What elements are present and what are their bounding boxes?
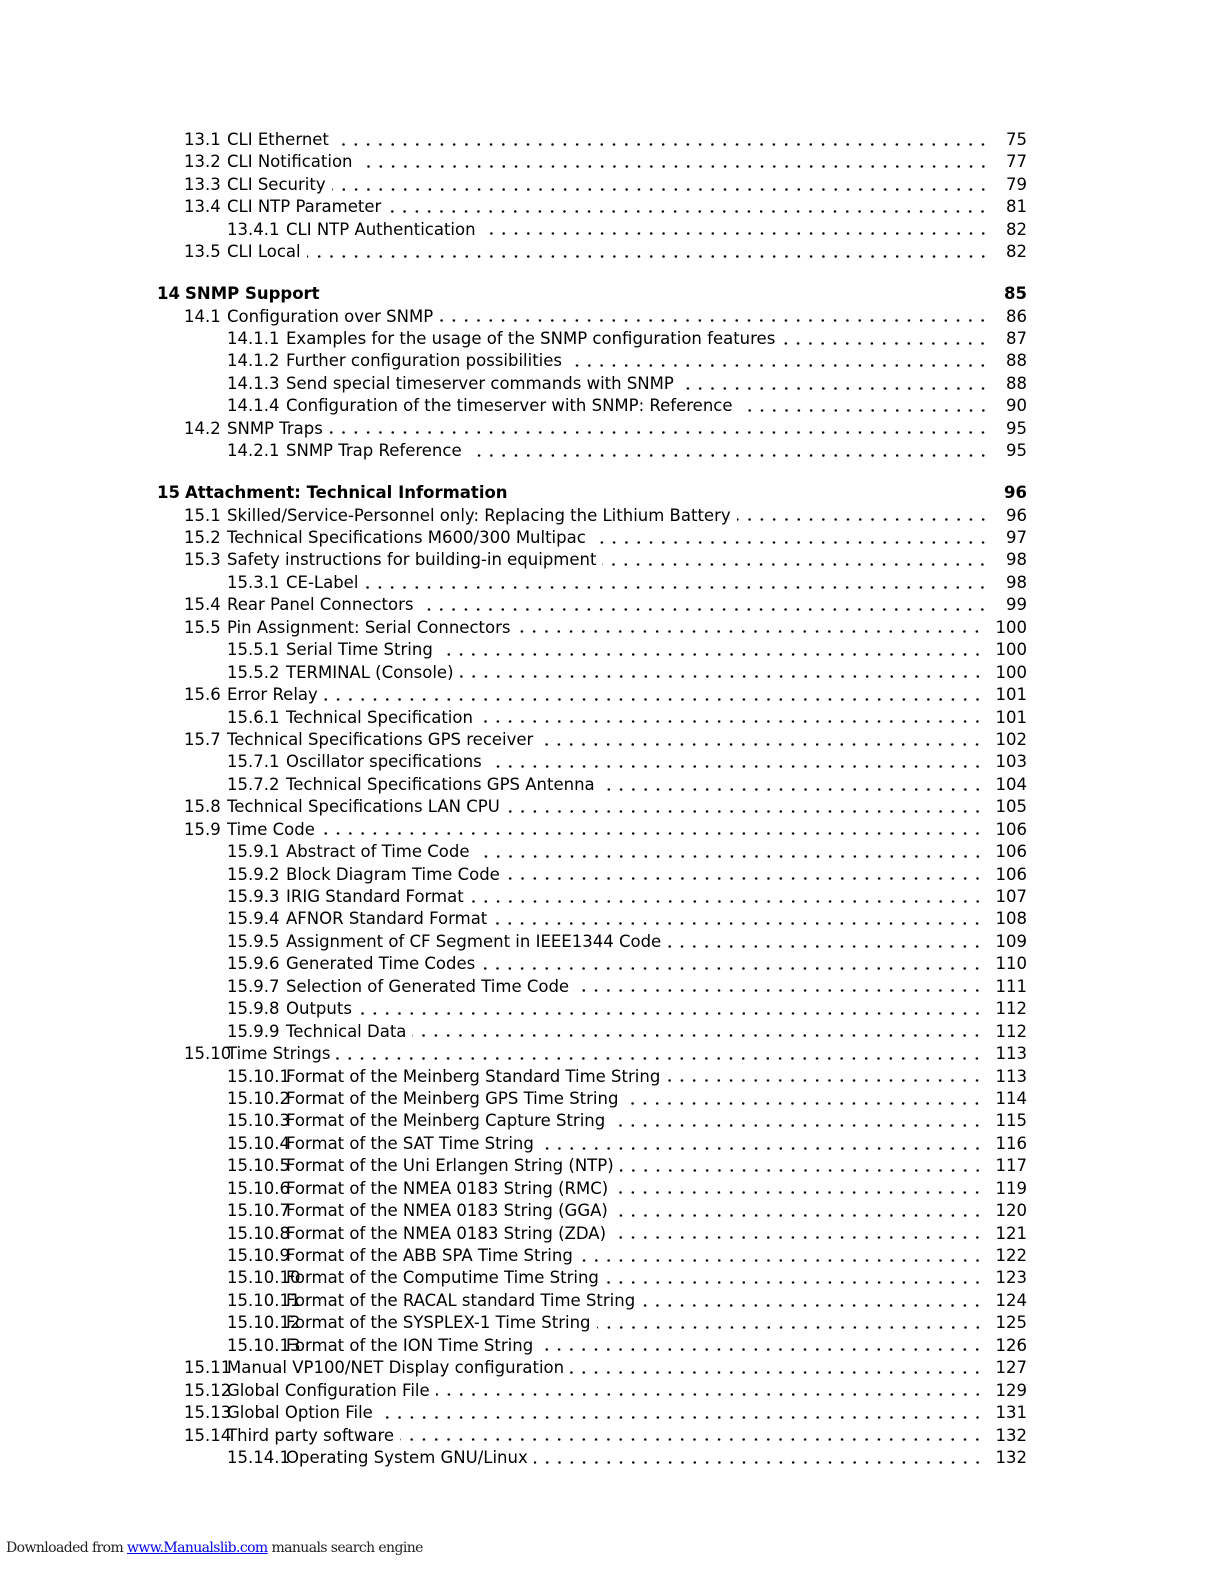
dot-leader bbox=[419, 608, 989, 611]
entry-page: 120 bbox=[995, 1201, 1027, 1221]
entry-page: 123 bbox=[995, 1268, 1027, 1288]
toc-entry-section[interactable] bbox=[157, 306, 1027, 328]
dot-leader bbox=[781, 342, 989, 345]
entry-title: Technical Specifications LAN CPU bbox=[227, 797, 500, 817]
dot-leader bbox=[439, 319, 989, 322]
dot-leader bbox=[506, 877, 984, 880]
entry-page: 99 bbox=[1006, 595, 1027, 615]
toc-entry-subsection[interactable] bbox=[157, 998, 1027, 1020]
entry-page: 75 bbox=[1006, 130, 1027, 149]
dot-leader bbox=[482, 232, 989, 235]
entry-number: 15.10.12 bbox=[227, 1313, 301, 1333]
entry-title: Attachment: Technical Information bbox=[185, 483, 508, 503]
entry-page: 103 bbox=[995, 752, 1027, 772]
toc-entry-section[interactable] bbox=[157, 1357, 1027, 1379]
entry-number: 14.1 bbox=[184, 306, 221, 326]
entry-title: Rear Panel Connectors bbox=[227, 595, 414, 615]
entry-number: 15.7.1 bbox=[227, 752, 280, 772]
entry-title: Third party software bbox=[227, 1425, 395, 1445]
entry-page: 126 bbox=[995, 1335, 1027, 1355]
entry-number: 15.10.8 bbox=[227, 1223, 290, 1243]
entry-title: Technical Specifications M600/300 Multipac bbox=[227, 528, 586, 547]
entry-page: 95 bbox=[1006, 418, 1027, 438]
entry-title: Generated Time Codes bbox=[286, 954, 476, 974]
dot-leader bbox=[488, 765, 984, 768]
toc-entry-subsection[interactable] bbox=[157, 886, 1027, 908]
dot-leader bbox=[493, 922, 983, 925]
toc-entry-subsection[interactable] bbox=[157, 1447, 1027, 1469]
toc-entry-subsection[interactable] bbox=[157, 1066, 1027, 1088]
entry-number: 13.4.1 bbox=[227, 219, 280, 239]
dot-leader bbox=[534, 1461, 984, 1464]
dot-leader bbox=[579, 1259, 984, 1262]
dot-leader bbox=[539, 743, 983, 746]
toc-entry-section[interactable] bbox=[157, 1380, 1027, 1402]
entry-title: Operating System GNU/Linux bbox=[286, 1447, 528, 1467]
entry-number: 13.3 bbox=[184, 174, 221, 194]
entry-number: 14 bbox=[157, 284, 180, 304]
dot-leader bbox=[307, 255, 989, 258]
manualslib-link[interactable]: www.Manualslib.com bbox=[127, 1540, 268, 1556]
entry-page: 117 bbox=[995, 1156, 1027, 1176]
toc-entry-section[interactable] bbox=[157, 594, 1027, 616]
entry-page: 102 bbox=[995, 729, 1027, 749]
toc-entry-subsection[interactable] bbox=[157, 639, 1027, 661]
dot-leader bbox=[592, 541, 989, 544]
toc-entry-subsection[interactable] bbox=[157, 395, 1027, 417]
entry-number: 15.14 bbox=[184, 1425, 232, 1445]
entry-title: Error Relay bbox=[227, 685, 318, 705]
entry-page: 101 bbox=[995, 685, 1027, 705]
entry-title: Format of the NMEA 0183 String (RMC) bbox=[286, 1178, 609, 1198]
toc-entry-subsection[interactable] bbox=[157, 219, 1027, 241]
entry-title: Serial Time String bbox=[286, 640, 433, 660]
dot-leader bbox=[364, 586, 989, 589]
entry-number: 15.9.9 bbox=[227, 1021, 280, 1041]
toc-entry-section[interactable] bbox=[157, 527, 1027, 549]
entry-number: 15.7 bbox=[184, 729, 221, 749]
dot-leader bbox=[680, 387, 989, 390]
toc-entry-section[interactable] bbox=[157, 684, 1027, 706]
dot-leader bbox=[575, 989, 983, 992]
toc-entry-subsection[interactable] bbox=[157, 1312, 1027, 1334]
entry-number: 13.4 bbox=[184, 197, 221, 217]
toc-entry-section[interactable] bbox=[157, 196, 1027, 218]
toc-entry-subsection[interactable] bbox=[157, 1110, 1027, 1132]
toc-entry-section[interactable] bbox=[157, 729, 1027, 751]
entry-page: 106 bbox=[995, 864, 1027, 884]
entry-title: Assignment of CF Segment in IEEE1344 Code bbox=[286, 931, 662, 951]
entry-page: 110 bbox=[995, 954, 1027, 974]
dot-leader bbox=[620, 1169, 984, 1172]
entry-number: 15.9.4 bbox=[227, 909, 280, 929]
entry-number: 15.7.2 bbox=[227, 774, 280, 794]
entry-title: IRIG Standard Format bbox=[286, 887, 464, 906]
entry-number: 13.1 bbox=[184, 130, 221, 149]
entry-page: 114 bbox=[995, 1088, 1027, 1108]
entry-number: 15.9.7 bbox=[227, 976, 280, 996]
entry-page: 100 bbox=[995, 617, 1027, 637]
entry-title: CLI NTP Parameter bbox=[227, 197, 382, 217]
toc-entry-section[interactable] bbox=[157, 549, 1027, 571]
entry-page: 116 bbox=[995, 1133, 1027, 1153]
dot-leader bbox=[667, 945, 983, 948]
entry-number: 15.2 bbox=[184, 528, 221, 547]
toc-entry-subsection[interactable] bbox=[157, 1155, 1027, 1177]
entry-title: SNMP Support bbox=[185, 284, 320, 304]
entry-title: Format of the SYSPLEX-1 Time String bbox=[286, 1313, 591, 1333]
toc-entry-section[interactable] bbox=[157, 174, 1027, 196]
entry-number: 15.10.1 bbox=[227, 1066, 290, 1086]
entry-number: 15.10.6 bbox=[227, 1178, 290, 1198]
entry-title: AFNOR Standard Format bbox=[286, 909, 488, 929]
entry-page: 96 bbox=[1006, 505, 1027, 525]
entry-page: 122 bbox=[995, 1246, 1027, 1265]
toc-entry-section[interactable] bbox=[157, 505, 1027, 527]
entry-page: 87 bbox=[1006, 329, 1027, 348]
entry-page: 106 bbox=[995, 819, 1027, 839]
toc-entry-subsection[interactable] bbox=[157, 1200, 1027, 1222]
dot-leader bbox=[470, 900, 984, 903]
entry-title: Skilled/Service-Personnel only: Replacing the Lithium Battery bbox=[227, 505, 731, 525]
dot-leader bbox=[479, 720, 984, 723]
entry-number: 15.1 bbox=[184, 505, 221, 525]
dot-leader bbox=[324, 698, 984, 701]
entry-title: TERMINAL (Console) bbox=[286, 662, 454, 682]
dot-leader bbox=[481, 967, 983, 970]
entry-page: 107 bbox=[995, 887, 1027, 906]
toc-entry-subsection[interactable] bbox=[157, 864, 1027, 886]
entry-title: SNMP Traps bbox=[227, 418, 323, 438]
dot-leader bbox=[568, 364, 989, 367]
dot-leader bbox=[570, 1371, 983, 1374]
dot-leader bbox=[436, 1393, 984, 1396]
toc-entry-subsection[interactable] bbox=[157, 1021, 1027, 1043]
entry-page: 81 bbox=[1006, 197, 1027, 217]
toc-entry-chapter[interactable] bbox=[157, 482, 1027, 504]
entry-page: 100 bbox=[995, 640, 1027, 660]
entry-title: SNMP Trap Reference bbox=[286, 441, 462, 461]
entry-number: 15 bbox=[157, 483, 180, 503]
entry-number: 14.2.1 bbox=[227, 441, 280, 461]
toc-entry-subsection[interactable] bbox=[157, 774, 1027, 796]
entry-title: Technical Specifications GPS receiver bbox=[227, 729, 534, 749]
entry-number: 15.9.3 bbox=[227, 887, 280, 906]
download-footer bbox=[6, 1540, 423, 1556]
entry-page: 121 bbox=[995, 1223, 1027, 1243]
dot-leader bbox=[335, 143, 989, 146]
entry-number: 15.5.1 bbox=[227, 640, 280, 660]
dot-leader bbox=[605, 1281, 984, 1284]
entry-number: 15.11 bbox=[184, 1358, 232, 1378]
toc-entry-subsection[interactable] bbox=[157, 1133, 1027, 1155]
entry-page: 131 bbox=[995, 1403, 1027, 1423]
entry-number: 15.10.4 bbox=[227, 1133, 290, 1153]
entry-title: Global Option File bbox=[227, 1403, 373, 1423]
dot-leader bbox=[476, 855, 984, 858]
entry-title: Block Diagram Time Code bbox=[286, 864, 500, 884]
dot-leader bbox=[332, 188, 989, 191]
entry-number: 15.9.6 bbox=[227, 954, 280, 974]
entry-title: Format of the NMEA 0183 String (GGA) bbox=[286, 1201, 608, 1221]
entry-number: 15.10.11 bbox=[227, 1290, 301, 1310]
entry-number: 15.12 bbox=[184, 1380, 232, 1400]
entry-title: Technical Specifications GPS Antenna bbox=[286, 774, 595, 794]
entry-page: 82 bbox=[1006, 219, 1027, 239]
entry-page: 95 bbox=[1006, 441, 1027, 461]
entry-title: Technical Specification bbox=[286, 707, 473, 727]
dot-leader bbox=[612, 1236, 983, 1239]
entry-title: Format of the Uni Erlangen String (NTP) bbox=[286, 1156, 614, 1176]
toc-entry-subsection[interactable] bbox=[157, 662, 1027, 684]
dot-leader bbox=[460, 675, 984, 678]
entry-page: 125 bbox=[995, 1313, 1027, 1333]
entry-page: 85 bbox=[1004, 284, 1027, 304]
toc-entry-section[interactable] bbox=[157, 819, 1027, 841]
entry-title: Format of the SAT Time String bbox=[286, 1133, 534, 1153]
entry-number: 15.6 bbox=[184, 685, 221, 705]
entry-number: 15.10.10 bbox=[227, 1268, 301, 1288]
toc-entry-subsection[interactable] bbox=[157, 572, 1027, 594]
entry-number: 15.3 bbox=[184, 550, 221, 570]
entry-number: 15.10.7 bbox=[227, 1201, 290, 1221]
toc-entry-subsection[interactable] bbox=[157, 440, 1027, 462]
entry-page: 98 bbox=[1006, 550, 1027, 570]
entry-page: 109 bbox=[995, 931, 1027, 951]
entry-title: Abstract of Time Code bbox=[286, 842, 470, 862]
entry-page: 111 bbox=[995, 976, 1027, 996]
entry-title: CE-Label bbox=[286, 572, 359, 592]
entry-title: CLI Local bbox=[227, 242, 301, 262]
entry-number: 14.1.3 bbox=[227, 373, 280, 393]
entry-page: 106 bbox=[995, 842, 1027, 862]
dot-leader bbox=[666, 1079, 983, 1082]
entry-number: 15.9.5 bbox=[227, 931, 280, 951]
entry-number: 15.10.2 bbox=[227, 1088, 290, 1108]
entry-title: Format of the RACAL standard Time String bbox=[286, 1290, 636, 1310]
dot-leader bbox=[326, 297, 989, 300]
dot-leader bbox=[387, 210, 989, 213]
footer-prefix: Downloaded from bbox=[6, 1540, 124, 1556]
entry-page: 88 bbox=[1006, 351, 1027, 371]
dot-leader bbox=[516, 630, 983, 633]
entry-title: Format of the Meinberg Standard Time String bbox=[286, 1066, 661, 1086]
entry-title: Format of the Meinberg Capture String bbox=[286, 1111, 606, 1131]
entry-title: CLI Notification bbox=[227, 152, 353, 172]
dot-leader bbox=[614, 1214, 984, 1217]
dot-leader bbox=[336, 1057, 983, 1060]
toc-entry-subsection[interactable] bbox=[157, 841, 1027, 863]
entry-title: Pin Assignment: Serial Connectors bbox=[227, 617, 511, 637]
footer-suffix: manuals search engine bbox=[267, 1540, 423, 1556]
entry-page: 86 bbox=[1006, 306, 1027, 326]
entry-title: Technical Data bbox=[286, 1021, 407, 1041]
entry-title: Selection of Generated Time Code bbox=[286, 976, 570, 996]
entry-number: 15.13 bbox=[184, 1403, 232, 1423]
entry-page: 96 bbox=[1004, 483, 1027, 503]
dot-leader bbox=[624, 1102, 983, 1105]
entry-page: 90 bbox=[1006, 396, 1027, 416]
entry-title: Format of the ION Time String bbox=[286, 1335, 534, 1355]
toc-entry-subsection[interactable] bbox=[157, 1335, 1027, 1357]
entry-title: Time Code bbox=[227, 819, 315, 839]
entry-number: 15.4 bbox=[184, 595, 221, 615]
entry-number: 15.6.1 bbox=[227, 707, 280, 727]
entry-title: Global Configuration File bbox=[227, 1380, 430, 1400]
entry-number: 15.14.1 bbox=[227, 1447, 290, 1467]
dot-leader bbox=[412, 1034, 983, 1037]
toc-entry-subsection[interactable] bbox=[157, 373, 1027, 395]
entry-number: 15.10.13 bbox=[227, 1335, 301, 1355]
entry-page: 124 bbox=[995, 1290, 1027, 1310]
entry-page: 132 bbox=[995, 1425, 1027, 1445]
entry-title: Format of the Computime Time String bbox=[286, 1268, 599, 1288]
entry-number: 14.1.2 bbox=[227, 351, 280, 371]
toc-entry-chapter[interactable] bbox=[157, 283, 1027, 305]
toc-entry-subsection[interactable] bbox=[157, 931, 1027, 953]
entry-title: Outputs bbox=[286, 999, 352, 1019]
entry-page: 108 bbox=[995, 909, 1027, 929]
entry-number: 13.5 bbox=[184, 242, 221, 262]
dot-leader bbox=[611, 1124, 983, 1127]
dot-leader bbox=[737, 518, 989, 521]
toc-entry-section[interactable] bbox=[157, 129, 1027, 151]
entry-number: 15.9.1 bbox=[227, 842, 280, 862]
entry-title: Further configuration possibilities bbox=[286, 351, 563, 371]
toc-entry-section[interactable] bbox=[157, 1402, 1027, 1424]
entry-page: 113 bbox=[995, 1044, 1027, 1064]
entry-number: 15.5 bbox=[184, 617, 221, 637]
toc-entry-subsection[interactable] bbox=[157, 908, 1027, 930]
entry-page: 112 bbox=[995, 1021, 1027, 1041]
entry-number: 15.3.1 bbox=[227, 572, 280, 592]
entry-page: 132 bbox=[995, 1447, 1027, 1467]
entry-page: 98 bbox=[1006, 572, 1027, 592]
entry-title: Configuration over SNMP bbox=[227, 306, 434, 326]
entry-number: 14.1.4 bbox=[227, 396, 280, 416]
dot-leader bbox=[506, 810, 984, 813]
toc-entry-subsection[interactable] bbox=[157, 1178, 1027, 1200]
toc-entry-section[interactable] bbox=[157, 241, 1027, 263]
entry-number: 15.9.2 bbox=[227, 864, 280, 884]
entry-title: Format of the Meinberg GPS Time String bbox=[286, 1088, 619, 1108]
entry-number: 15.10.5 bbox=[227, 1156, 290, 1176]
entry-number: 15.5.2 bbox=[227, 662, 280, 682]
dot-leader bbox=[379, 1416, 984, 1419]
entry-page: 115 bbox=[995, 1111, 1027, 1131]
entry-title: Oscillator specifications bbox=[286, 752, 482, 772]
dot-leader bbox=[739, 409, 989, 412]
dot-leader bbox=[468, 454, 989, 457]
dot-leader bbox=[400, 1438, 983, 1441]
toc-entry-section[interactable] bbox=[157, 418, 1027, 440]
entry-page: 105 bbox=[995, 797, 1027, 817]
entry-title: Time Strings bbox=[227, 1044, 331, 1064]
toc-entry-subsection[interactable] bbox=[157, 707, 1027, 729]
toc-entry-subsection[interactable] bbox=[157, 751, 1027, 773]
entry-title: CLI Ethernet bbox=[227, 130, 329, 149]
dot-leader bbox=[601, 788, 984, 791]
toc-entry-section[interactable] bbox=[157, 1425, 1027, 1447]
entry-number: 13.2 bbox=[184, 152, 221, 172]
entry-number: 15.9 bbox=[184, 819, 221, 839]
dot-leader bbox=[359, 165, 990, 168]
toc-entry-subsection[interactable] bbox=[157, 1223, 1027, 1245]
entry-title: Format of the ABB SPA Time String bbox=[286, 1246, 573, 1265]
dot-leader bbox=[358, 1012, 984, 1015]
entry-page: 100 bbox=[995, 662, 1027, 682]
entry-page: 82 bbox=[1006, 242, 1027, 262]
entry-title: Examples for the usage of the SNMP configuration features bbox=[286, 329, 776, 348]
entry-page: 112 bbox=[995, 999, 1027, 1019]
toc-entry-subsection[interactable] bbox=[157, 350, 1027, 372]
entry-title: CLI Security bbox=[227, 174, 326, 194]
dot-leader bbox=[539, 1348, 983, 1351]
entry-number: 14.1.1 bbox=[227, 329, 280, 348]
entry-page: 129 bbox=[995, 1380, 1027, 1400]
toc-entry-subsection[interactable] bbox=[157, 328, 1027, 350]
entry-page: 127 bbox=[995, 1358, 1027, 1378]
entry-number: 15.10.9 bbox=[227, 1246, 290, 1265]
entry-number: 14.2 bbox=[184, 418, 221, 438]
entry-title: Configuration of the timeserver with SNMP: Reference bbox=[286, 396, 733, 416]
toc-entry-subsection[interactable] bbox=[157, 953, 1027, 975]
entry-page: 119 bbox=[995, 1178, 1027, 1198]
entry-number: 15.10.3 bbox=[227, 1111, 290, 1131]
entry-title: Send special timeserver commands with SNMP bbox=[286, 373, 674, 393]
entry-number: 15.8 bbox=[184, 797, 221, 817]
entry-number: 15.10 bbox=[184, 1044, 232, 1064]
toc-entry-subsection[interactable] bbox=[157, 1088, 1027, 1110]
dot-leader bbox=[439, 653, 984, 656]
entry-page: 104 bbox=[995, 774, 1027, 794]
toc-entry-section[interactable] bbox=[157, 151, 1027, 173]
toc-entry-subsection[interactable] bbox=[157, 1290, 1027, 1312]
entry-title: Format of the NMEA 0183 String (ZDA) bbox=[286, 1223, 607, 1243]
entry-page: 79 bbox=[1006, 174, 1027, 194]
dot-leader bbox=[602, 563, 989, 566]
entry-title: Manual VP100/NET Display configuration bbox=[227, 1358, 565, 1378]
dot-leader bbox=[321, 832, 984, 835]
dot-leader bbox=[329, 431, 989, 434]
entry-page: 77 bbox=[1006, 152, 1027, 172]
entry-page: 97 bbox=[1006, 528, 1027, 547]
toc-entry-section[interactable] bbox=[157, 617, 1027, 639]
entry-number: 15.9.8 bbox=[227, 999, 280, 1019]
toc-entry-subsection[interactable] bbox=[157, 976, 1027, 998]
toc-entry-subsection[interactable] bbox=[157, 1245, 1027, 1267]
entry-page: 88 bbox=[1006, 373, 1027, 393]
dot-leader bbox=[614, 1191, 983, 1194]
entry-title: CLI NTP Authentication bbox=[286, 219, 476, 239]
dot-leader bbox=[597, 1326, 984, 1329]
table-of-contents bbox=[157, 129, 1027, 1469]
toc-entry-section[interactable] bbox=[157, 1043, 1027, 1065]
dot-leader bbox=[540, 1147, 984, 1150]
dot-leader bbox=[514, 496, 989, 499]
dot-leader bbox=[641, 1304, 983, 1307]
entry-title: Safety instructions for building-in equipment bbox=[227, 550, 597, 570]
toc-entry-section[interactable] bbox=[157, 796, 1027, 818]
entry-page: 113 bbox=[995, 1066, 1027, 1086]
entry-page: 101 bbox=[995, 707, 1027, 727]
toc-entry-subsection[interactable] bbox=[157, 1267, 1027, 1289]
